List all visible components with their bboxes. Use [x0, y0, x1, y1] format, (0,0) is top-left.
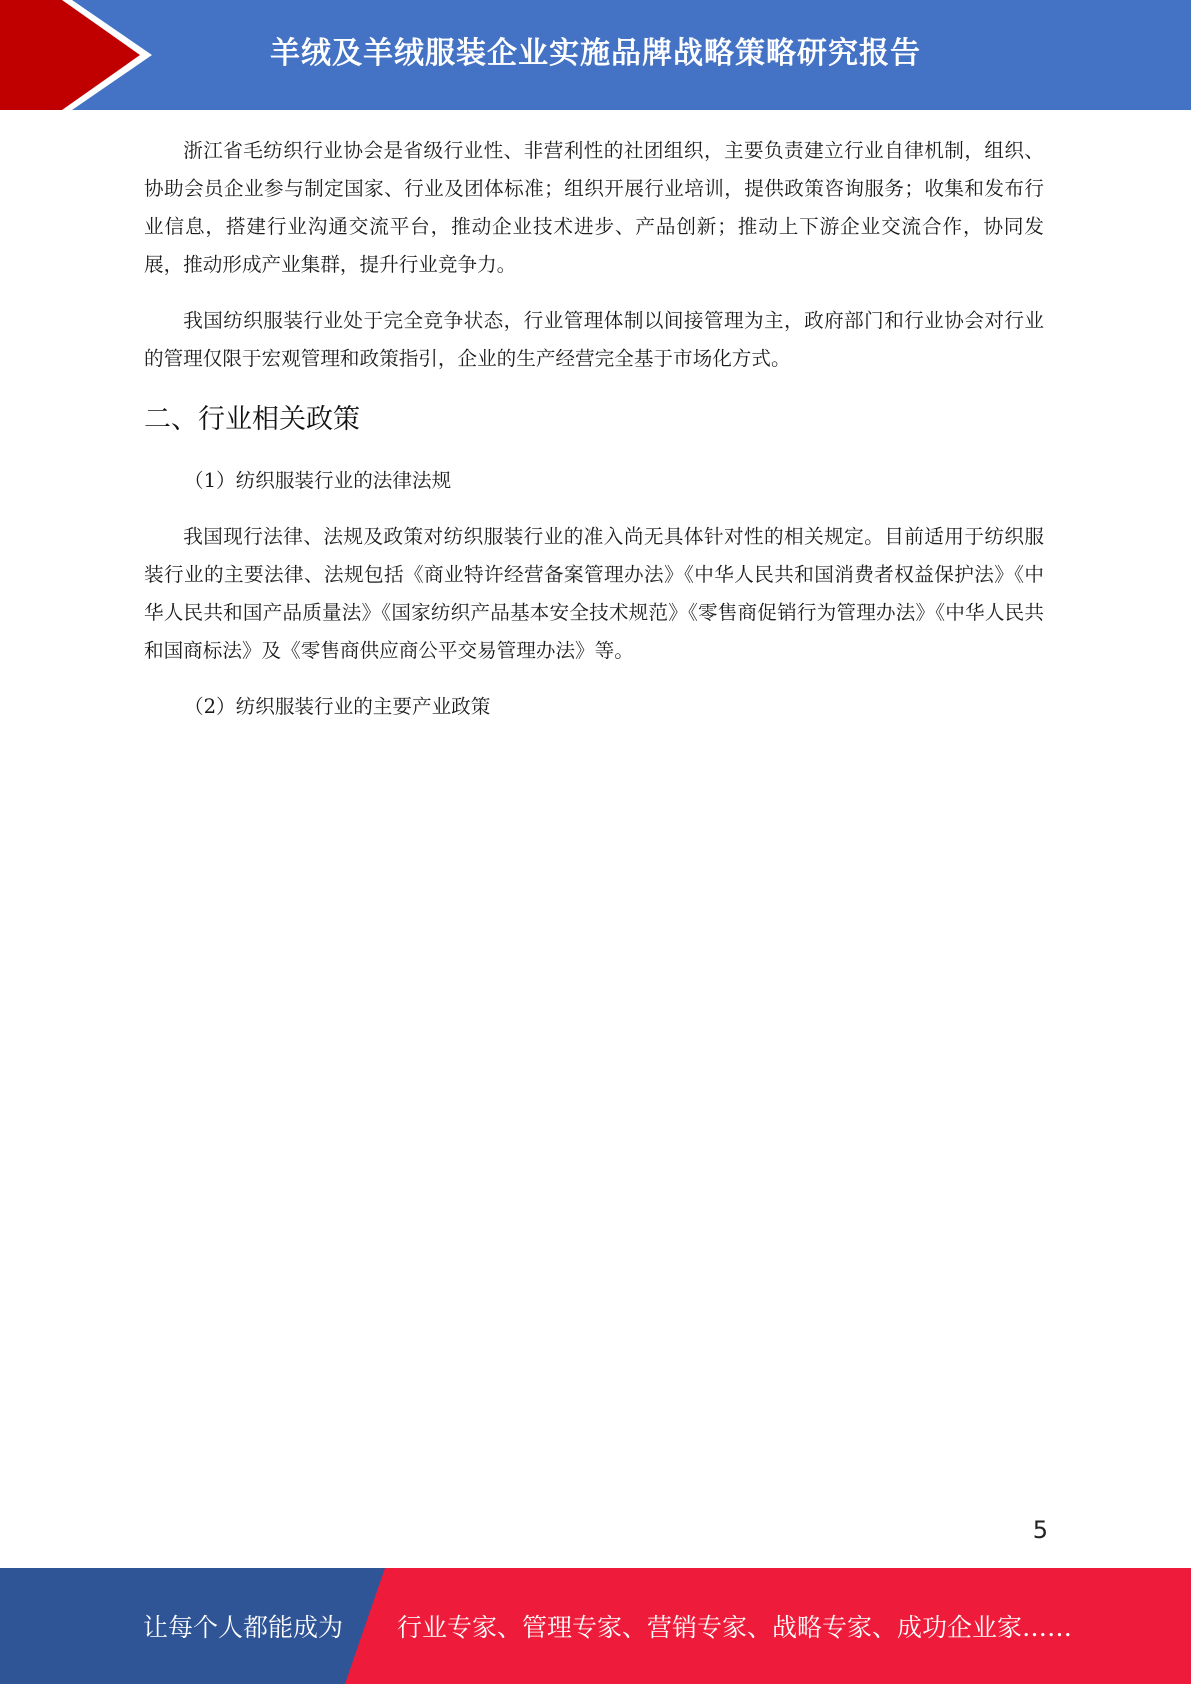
footer-slogan-right: 行业专家、管理专家、营销专家、战略专家、成功企业家…… [397, 1613, 1073, 1642]
paragraph-laws: 我国现行法律、法规及政策对纺织服装行业的准入尚无具体针对性的相关规定。目前适用于纺织服装行业的主要法律、法规包括《商业特许经营备案管理办法》《中华人民共和国消费者权益保护法》《中华人民共和国产品质量法》《国家纺织产品基本安全技术规范》《零售商促销行为管理办法》《中华人民共和国商标法》及《零售商供应商公平交易管理办法》等。 [144, 525, 1044, 662]
section-heading-policy: 二、行业相关政策 [144, 404, 360, 435]
page-footer [0, 1568, 1191, 1684]
document-title: 羊绒及羊绒服装企业实施品牌战略策略研究报告 [270, 36, 921, 71]
subheading-laws: （1）纺织服装行业的法律法规 [184, 469, 452, 492]
subheading-industrial-policy: （2）纺织服装行业的主要产业政策 [184, 695, 491, 718]
footer-slogan-left: 让每个人都能成为 [143, 1613, 344, 1642]
page-body [144, 132, 1044, 744]
paragraph-industry-management: 我国纺织服装行业处于完全竞争状态，行业管理体制以间接管理为主，政府部门和行业协会对行业的管理仅限于宏观管理和政策指引，企业的生产经营完全基于市场化方式。 [144, 309, 1044, 370]
paragraph-association: 浙江省毛纺织行业协会是省级行业性、非营利性的社团组织，主要负责建立行业自律机制，组织、协助会员企业参与制定国家、行业及团体标准；组织开展行业培训，提供政策咨询服务；收集和发布行业信息，搭建行业沟通交流平台，推动企业技术进步、产品创新；推动上下游企业交流合作，协同发展，推动形成产业集群，提升行业竞争力。 [144, 139, 1044, 276]
page-number: 5 [1032, 1516, 1048, 1544]
page-header [0, 0, 1191, 110]
